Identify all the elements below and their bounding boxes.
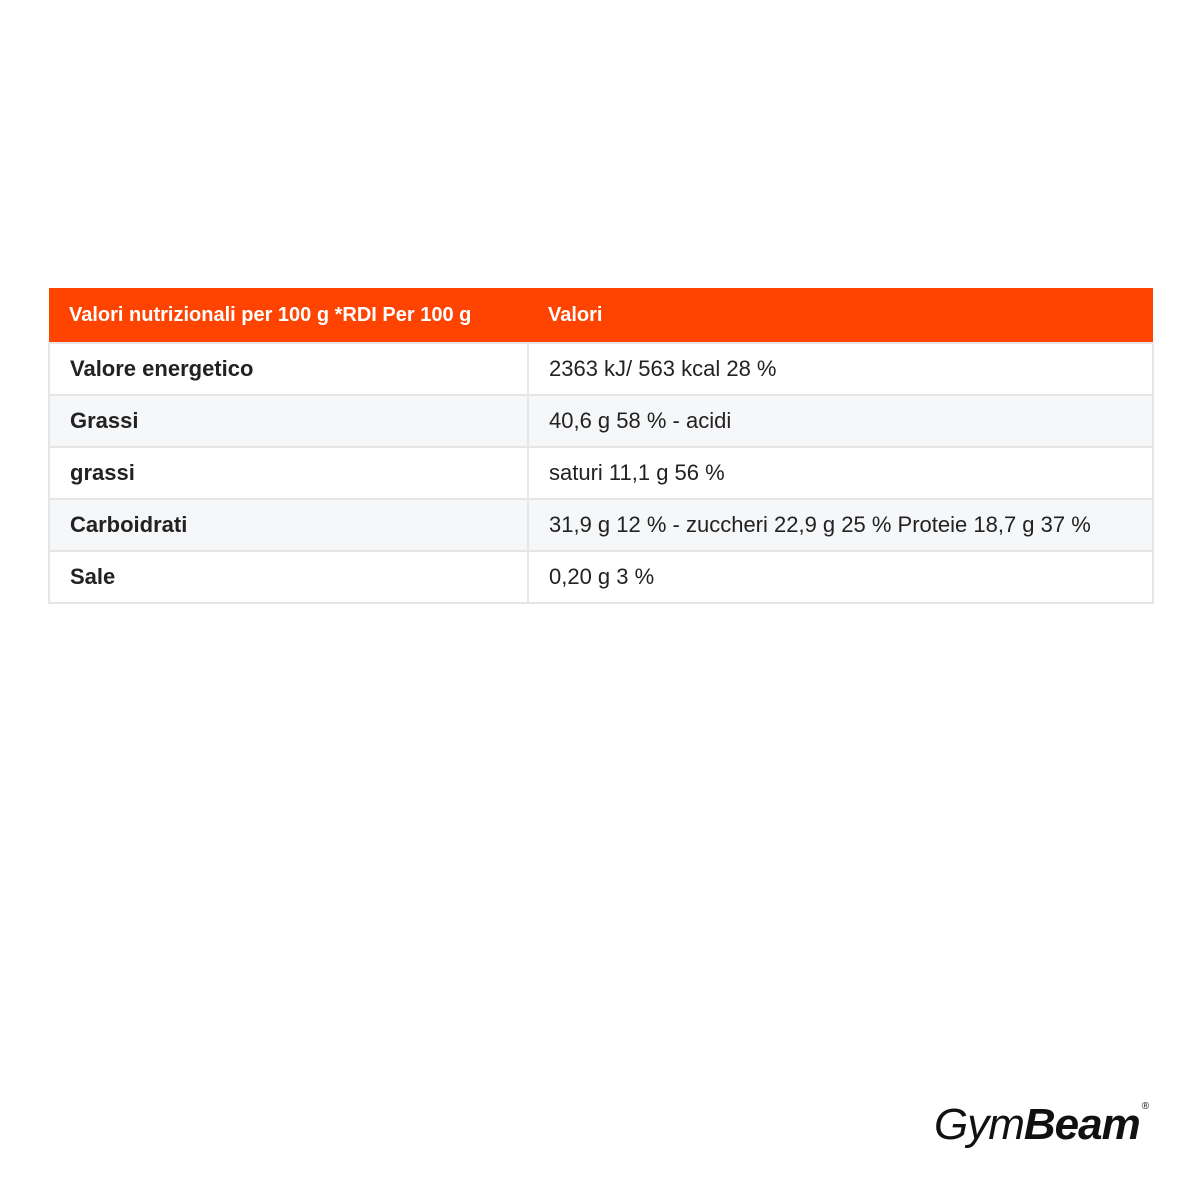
table-row	[49, 343, 1153, 395]
row-label: Grassi	[49, 395, 528, 447]
registered-mark: ®	[1141, 1101, 1150, 1112]
table-row	[49, 395, 1153, 447]
logo-text-gym: Gym	[934, 1100, 1024, 1149]
table-row	[49, 447, 1153, 499]
header-values-column: Valori	[528, 288, 1153, 343]
gymbeam-logo	[934, 1100, 1149, 1152]
logo-text-beam: Beam	[1023, 1100, 1140, 1149]
row-value: 0,20 g 3 %	[528, 551, 1153, 603]
row-value: 40,6 g 58 % - acidi	[528, 395, 1153, 447]
row-label: grassi	[49, 447, 528, 499]
header-nutrient-column: Valori nutrizionali per 100 g *RDI Per 100 g	[49, 288, 528, 343]
row-label: Valore energetico	[49, 343, 528, 395]
row-value: saturi 11,1 g 56 %	[528, 447, 1153, 499]
nutrition-table	[48, 288, 1154, 604]
row-label: Carboidrati	[49, 499, 528, 551]
table-row	[49, 551, 1153, 603]
row-value: 31,9 g 12 % - zuccheri 22,9 g 25 % Proteie 18,7 g 37 %	[528, 499, 1153, 551]
row-value: 2363 kJ/ 563 kcal 28 %	[528, 343, 1153, 395]
table-row	[49, 499, 1153, 551]
row-label: Sale	[49, 551, 528, 603]
table-header-row	[49, 288, 1153, 343]
